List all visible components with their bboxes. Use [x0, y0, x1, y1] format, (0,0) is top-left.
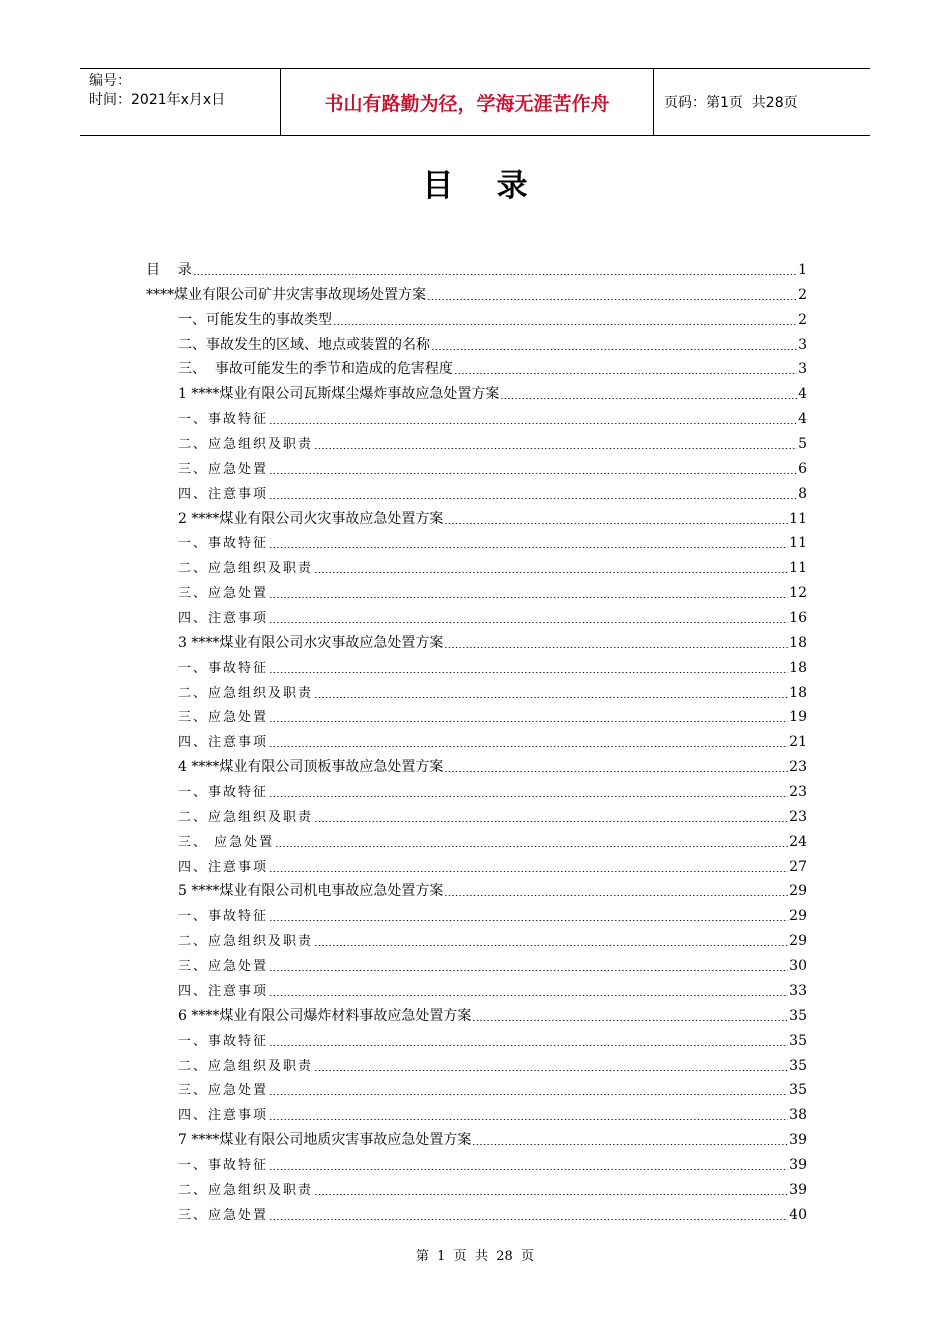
toc-leader-dots [269, 591, 788, 599]
toc-entry[interactable] [146, 531, 807, 556]
toc-entry-page: 11 [789, 560, 807, 577]
toc-entry-page: 39 [789, 1181, 807, 1198]
toc-entry[interactable] [146, 457, 807, 482]
toc-entry[interactable] [146, 606, 807, 631]
toc-entry-text: 四、注意事项 [178, 983, 269, 999]
toc-entry-text: 4 ****煤业有限公司顶板事故应急处置方案 [178, 759, 444, 776]
toc-entry-text: 一、事故特征 [178, 660, 269, 676]
toc-entry-page: 23 [789, 784, 807, 801]
toc-entry-page: 4 [798, 386, 807, 403]
toc-leader-dots [269, 467, 797, 475]
toc-entry-page: 19 [789, 709, 807, 726]
toc-entry-text: 四、注意事项 [178, 735, 269, 751]
toc-entry-text: 6 ****煤业有限公司爆炸材料事故应急处置方案 [178, 1007, 472, 1024]
page-header [80, 68, 870, 136]
toc-leader-dots [454, 367, 797, 375]
toc-entry-text: 一、事故特征 [178, 785, 269, 801]
page-footer: 第 1 页 共 28 页 [415, 1249, 535, 1264]
toc-entry-text: ****煤业有限公司矿井灾害事故现场处置方案 [146, 286, 426, 303]
toc-entry-text: 5 ****煤业有限公司机电事故应急处置方案 [178, 883, 444, 900]
toc-entry[interactable] [146, 1178, 807, 1203]
header-page-info: 页码：第1页 共28页 [664, 95, 798, 111]
toc-entry-page: 8 [798, 485, 807, 502]
toc-entry-page: 21 [789, 734, 807, 751]
toc-entry-text: 四、注意事项 [178, 859, 269, 875]
toc-entry-text: 二、应急组织及职责 [178, 685, 314, 701]
toc-entry[interactable] [146, 929, 807, 954]
toc-entry[interactable] [146, 1203, 807, 1228]
toc-entry[interactable] [146, 432, 807, 457]
toc-entry[interactable] [146, 1103, 807, 1128]
toc-leader-dots [333, 318, 797, 326]
toc-entry-page: 39 [789, 1132, 807, 1149]
toc-entry-page: 29 [789, 883, 807, 900]
toc-entry-page: 2 [798, 286, 807, 303]
toc-entry-page: 30 [789, 958, 807, 975]
toc-entry-text: 一、事故特征 [178, 1157, 269, 1173]
toc-entry[interactable] [146, 357, 807, 382]
toc-entry-text: 二、应急组织及职责 [178, 809, 314, 825]
toc-entry[interactable] [146, 1078, 807, 1103]
toc-leader-dots [269, 989, 788, 997]
toc-entry[interactable] [146, 755, 807, 780]
toc-leader-dots [314, 1064, 788, 1072]
toc-entry-page: 29 [789, 933, 807, 950]
toc-entry[interactable] [146, 1054, 807, 1079]
toc-entry-text: 一、事故特征 [178, 909, 269, 925]
toc-entry[interactable] [146, 656, 807, 681]
toc-entry-page: 11 [789, 510, 807, 527]
toc-entry-page: 3 [798, 361, 807, 378]
toc-leader-dots [444, 765, 788, 773]
toc-entry-text: 四、注意事项 [178, 486, 269, 502]
document-number-label: 编号： [89, 73, 131, 89]
toc-leader-dots [269, 740, 788, 748]
toc-entry-page: 2 [798, 311, 807, 328]
toc-entry-page: 18 [789, 659, 807, 676]
toc-entry-text: 三、应急处置 [178, 959, 269, 975]
toc-entry-page: 38 [789, 1107, 807, 1124]
toc-leader-dots [500, 392, 797, 400]
toc-leader-dots [431, 343, 797, 351]
toc-entry-page: 27 [789, 858, 807, 875]
toc-entry[interactable] [146, 1004, 807, 1029]
toc-leader-dots [269, 616, 788, 624]
toc-entry[interactable] [146, 581, 807, 606]
toc-leader-dots [269, 1163, 788, 1171]
toc-leader-dots [269, 1088, 788, 1096]
toc-entry-text: 三、应急处置 [178, 1207, 269, 1223]
toc-entry-page: 16 [789, 610, 807, 627]
toc-entry-page: 3 [798, 336, 807, 353]
toc-entry-text: 二、应急组织及职责 [178, 1182, 314, 1198]
toc-entry[interactable] [146, 258, 807, 283]
document-time-label: 时间：2021年x月x日 [89, 92, 226, 108]
toc-entry-page: 35 [789, 1057, 807, 1074]
toc-entry[interactable] [146, 631, 807, 656]
header-meta [80, 69, 281, 135]
toc-entry-text: 二、事故发生的区域、地点或装置的名称 [178, 336, 430, 353]
toc-entry[interactable] [146, 333, 807, 358]
toc-entry[interactable] [146, 805, 807, 830]
toc-entry-text: 一、可能发生的事故类型 [178, 311, 332, 328]
toc-entry[interactable] [146, 730, 807, 755]
toc-entry-text: 7 ****煤业有限公司地质灾害事故应急处置方案 [178, 1132, 472, 1149]
toc-leader-dots [269, 914, 788, 922]
toc-entry-page: 35 [789, 1082, 807, 1099]
toc-entry[interactable] [146, 979, 807, 1004]
toc-entry-page: 5 [798, 436, 807, 453]
toc-entry-text: 二、应急组织及职责 [178, 561, 314, 577]
toc-entry-text: 一、事故特征 [178, 412, 269, 428]
toc-entry-text: 2 ****煤业有限公司火灾事故应急处置方案 [178, 510, 444, 527]
toc-entry[interactable] [146, 780, 807, 805]
toc-leader-dots [427, 293, 797, 301]
toc-entry-page: 4 [798, 411, 807, 428]
toc-entry-text: 三、 应急处置 [178, 834, 275, 850]
toc-leader-dots [269, 492, 797, 500]
toc-leader-dots [269, 790, 788, 798]
toc-entry-text: 三、 事故可能发生的季节和造成的危害程度 [178, 361, 453, 378]
toc-leader-dots [472, 1014, 788, 1022]
toc-entry[interactable] [146, 1029, 807, 1054]
toc-entry-text: 三、应急处置 [178, 461, 269, 477]
toc-entry[interactable] [146, 482, 807, 507]
toc-entry-page: 23 [789, 759, 807, 776]
toc-leader-dots [269, 666, 788, 674]
toc-leader-dots [193, 268, 797, 276]
toc-entry[interactable] [146, 705, 807, 730]
toc-entry[interactable] [146, 830, 807, 855]
toc-entry-page: 18 [789, 684, 807, 701]
toc-entry-text: 目 录 [146, 262, 192, 278]
toc-entry-page: 29 [789, 908, 807, 925]
toc-entry[interactable] [146, 681, 807, 706]
toc-entry-page: 35 [789, 1032, 807, 1049]
toc-leader-dots [269, 715, 788, 723]
toc-entry-page: 1 [798, 262, 807, 278]
toc-entry-text: 四、注意事项 [178, 1108, 269, 1124]
toc-entry-text: 三、应急处置 [178, 586, 269, 602]
toc-leader-dots [269, 417, 797, 425]
toc-entry[interactable] [146, 855, 807, 880]
toc-entry-text: 1 ****煤业有限公司瓦斯煤尘爆炸事故应急处置方案 [178, 386, 500, 403]
toc-entry-page: 33 [789, 982, 807, 999]
toc-leader-dots [269, 541, 788, 549]
toc-leader-dots [269, 1113, 788, 1121]
table-of-contents [146, 258, 807, 1228]
toc-leader-dots [444, 517, 788, 525]
toc-entry-page: 40 [789, 1206, 807, 1223]
toc-entry[interactable] [146, 1128, 807, 1153]
toc-leader-dots [314, 442, 797, 450]
toc-leader-dots [314, 566, 788, 574]
toc-entry-text: 二、应急组织及职责 [178, 934, 314, 950]
toc-leader-dots [444, 889, 788, 897]
toc-entry-page: 35 [789, 1007, 807, 1024]
toc-entry-page: 23 [789, 808, 807, 825]
toc-entry-page: 12 [789, 585, 807, 602]
header-motto: 书山有路勤为径，学海无涯苦作舟 [281, 69, 654, 135]
toc-entry-text: 一、事故特征 [178, 536, 269, 552]
toc-leader-dots [269, 964, 788, 972]
toc-entry-page: 18 [789, 634, 807, 651]
toc-leader-dots [314, 691, 788, 699]
toc-leader-dots [275, 840, 788, 848]
toc-entry-text: 二、应急组织及职责 [178, 437, 314, 453]
toc-leader-dots [472, 1138, 788, 1146]
toc-entry[interactable] [146, 1153, 807, 1178]
toc-entry[interactable] [146, 904, 807, 929]
toc-entry[interactable] [146, 507, 807, 532]
toc-entry-text: 3 ****煤业有限公司水灾事故应急处置方案 [178, 634, 444, 651]
toc-entry-text: 一、事故特征 [178, 1033, 269, 1049]
toc-leader-dots [314, 939, 788, 947]
toc-entry[interactable] [146, 954, 807, 979]
toc-entry[interactable] [146, 283, 807, 308]
page-title: 目 录 [422, 168, 528, 204]
toc-entry-text: 二、应急组织及职责 [178, 1058, 314, 1074]
toc-entry[interactable] [146, 556, 807, 581]
toc-leader-dots [269, 1039, 788, 1047]
toc-entry-text: 三、应急处置 [178, 710, 269, 726]
toc-leader-dots [314, 1188, 788, 1196]
toc-leader-dots [269, 1213, 788, 1221]
toc-entry[interactable] [146, 382, 807, 407]
toc-entry[interactable] [146, 879, 807, 904]
toc-entry[interactable] [146, 407, 807, 432]
toc-leader-dots [269, 865, 788, 873]
toc-entry[interactable] [146, 308, 807, 333]
toc-entry-page: 6 [798, 460, 807, 477]
toc-leader-dots [444, 641, 788, 649]
toc-leader-dots [314, 815, 788, 823]
toc-entry-text: 三、应急处置 [178, 1083, 269, 1099]
toc-entry-text: 四、注意事项 [178, 611, 269, 627]
toc-entry-page: 39 [789, 1156, 807, 1173]
toc-entry-page: 24 [789, 833, 807, 850]
toc-entry-page: 11 [789, 535, 807, 552]
